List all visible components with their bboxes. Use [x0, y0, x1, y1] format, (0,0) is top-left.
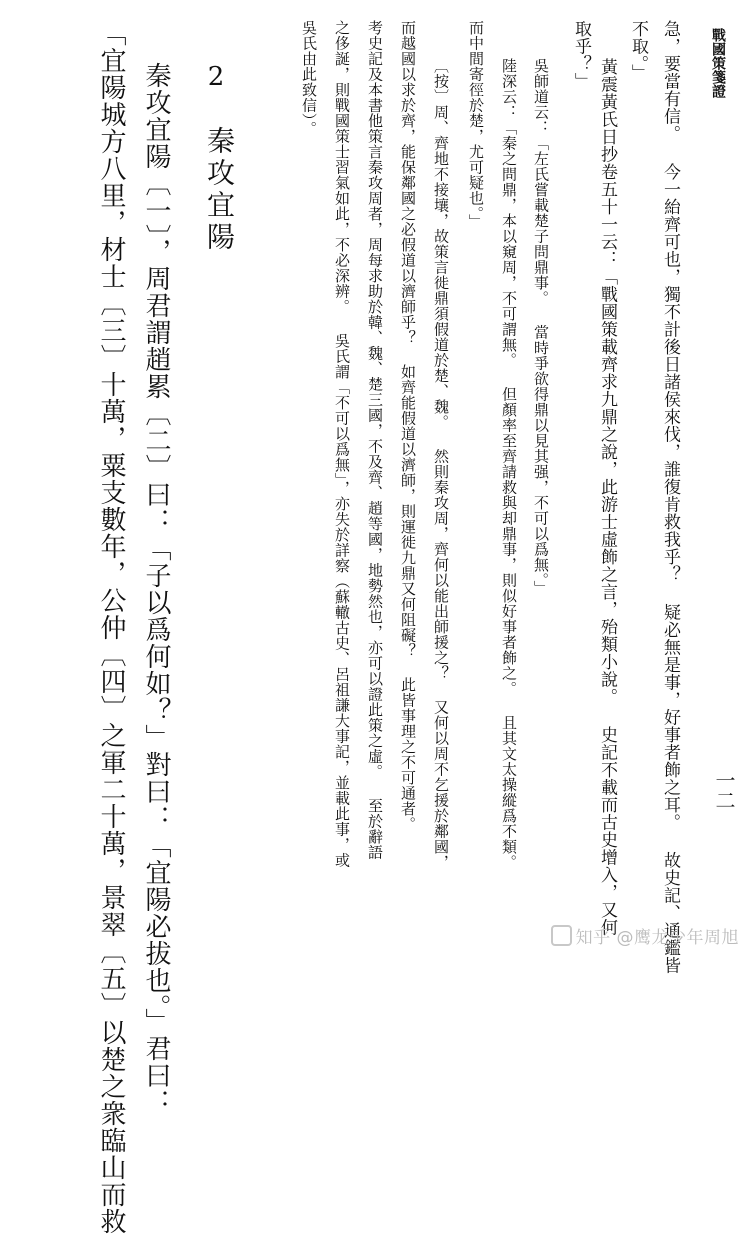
commentary-column: 黃震黃氏日抄卷五十一云：「戰國策載齊求九鼎之說，此游士虛飾之言，殆類小說。 史記不載而古史增入，又何: [597, 58, 617, 936]
commentary-column: 取乎？」: [571, 20, 591, 90]
commentary-column: 吳師道云：「左氏嘗載楚子問鼎事。 當時爭欲得鼎以見其强，不可以爲無。」: [532, 58, 550, 596]
commentary-column: 〔按〕周、齊地不接壤，故策言徙鼎須假道於楚、魏。 然則秦攻周，齊何以能出師援之？ 又何以周不乞援於鄰國，: [432, 58, 450, 870]
commentary-column: 而中間寄徑於楚，尤可疑也。」: [467, 20, 485, 230]
commentary-column: 急，要當有信。 今一紿齊可也，獨不計後日諸侯來伐，誰復肯救我乎？ 疑必無是事，好事者飾之耳。 故史記、通鑑皆: [660, 20, 680, 974]
commentary-column: 而越國以求於齊，能保鄰國之必假道以濟師乎？ 如齊能假道以濟師，則運徙九鼎又何阻礙？ 此皆事理之不可通者。: [399, 20, 417, 832]
commentary-column: 陸深云：「秦之問鼎，本以窺周，不可謂無。 但顏率至齊請救與却鼎事，則似好事者飾之。 且其文太操縱爲不類。: [500, 58, 518, 870]
page-number: 一二: [712, 770, 736, 810]
running-header: 戰國策箋證: [710, 28, 726, 98]
watermark-text: 知乎 @鹰龙少年周旭: [575, 928, 739, 948]
commentary-column: 考史記及本書他策言秦攻周者，周每求助於韓、魏、楚三國，不及齊、趙等國，地勢然也，亦可以證此策之虛。 至於辭語: [366, 20, 384, 860]
commentary-column: 吳氏由此致信）。: [300, 20, 318, 137]
commentary-column: 不取。」: [628, 20, 648, 82]
main-text-column: 「宜陽城方八里，材士〔三〕十萬，粟支數年，公仲〔四〕之軍二十萬，景翠〔五〕以楚之衆臨山而救: [96, 20, 126, 1235]
watermark: [551, 923, 739, 948]
commentary-column: 之侈誕，則戰國策士習氣如此，不必深辨。 吳氏謂「不可以爲無」，亦失於詳察（蘇轍古史、呂祖謙大事記，並載此事，或: [333, 20, 351, 868]
section-title: 秦攻宜陽: [203, 126, 236, 254]
main-text-column: 秦攻宜陽〔一〕，周君謂趙累〔二〕曰：「子以爲何如？」對曰：「宜陽必拔也。」君曰：: [141, 62, 171, 1116]
section-number: 2: [201, 62, 231, 92]
zhihu-logo-icon: [551, 925, 572, 946]
